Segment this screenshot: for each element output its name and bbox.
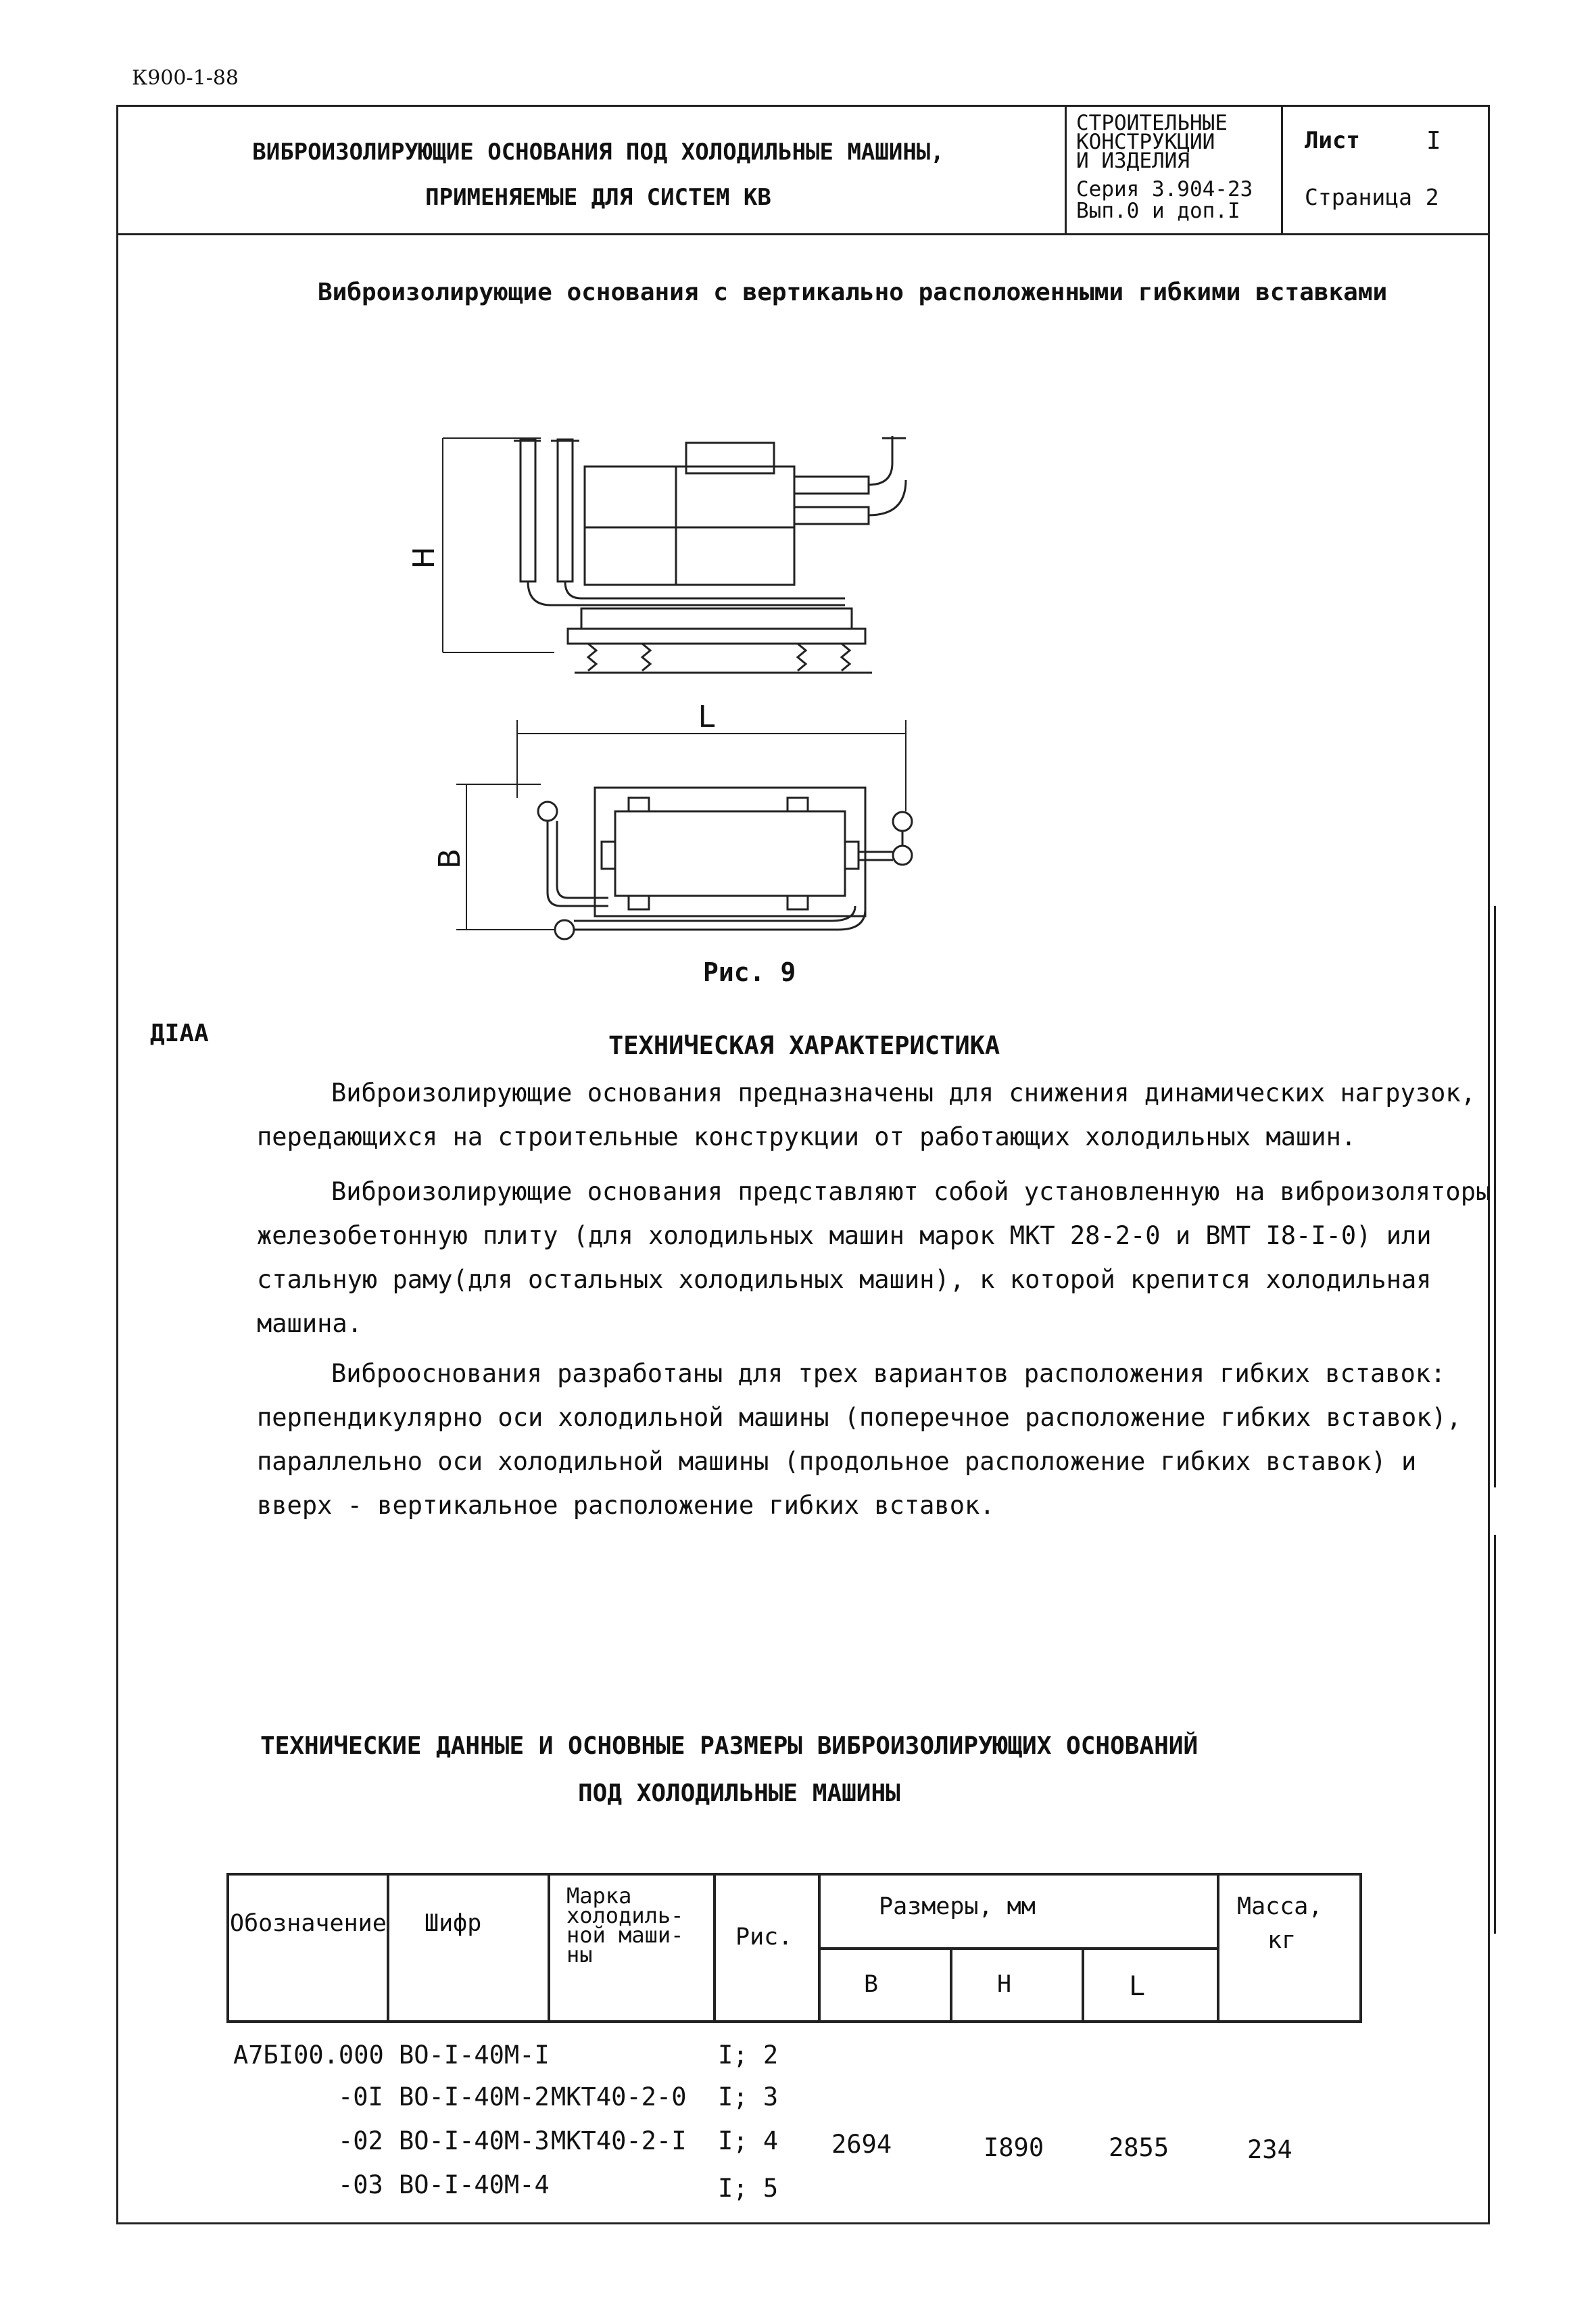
row-4-code: ВО-I-40М-4 — [399, 2170, 550, 2199]
section-line-3: И ИЗДЕЛИЯ — [1076, 149, 1190, 173]
figure-subtitle: Виброизолирующие основания с вертикально расположенными гибкими вставками — [318, 279, 1388, 306]
row-2-mark: МКТ40-2-0 — [551, 2082, 687, 2111]
tech-line-2: передающихся на строительные конструкции от работающих холодильных машин. — [257, 1122, 1357, 1151]
tech-line-6: машина. — [257, 1309, 362, 1338]
tech-line-8: перпендикулярно оси холодильной машины (поперечное расположение гибких вставок), — [257, 1403, 1462, 1432]
issue-number: Вып.0 и доп.I — [1076, 199, 1240, 223]
figure-caption-text: Рис. 9 — [703, 957, 796, 987]
row-3-mark: МКТ40-2-I — [551, 2126, 687, 2155]
header-dimensions: Размеры, мм — [879, 1893, 1036, 1920]
header-mark-4: ны — [566, 1942, 593, 1967]
row-3-code: ВО-I-40М-3 — [399, 2126, 550, 2155]
header-mass-1: Масса, — [1237, 1893, 1323, 1920]
document-title-line-2: ПРИМЕНЯЕМЫЕ ДЛЯ СИСТЕМ КВ — [425, 184, 771, 211]
tech-line-3: Виброизолирующие основания представляют собой установленную на виброизоляторы — [331, 1177, 1491, 1206]
row-1-designation: А7БI00.000 — [233, 2040, 384, 2070]
header-code: Шифр — [425, 1910, 482, 1937]
header-designation: Обозначение — [230, 1910, 387, 1937]
section-line-2: КОНСТРУКЦИИ — [1076, 130, 1215, 154]
sheet-value: I — [1426, 127, 1441, 155]
dimension-l-label: L — [698, 700, 715, 734]
document-code: К900-1-88 — [132, 66, 239, 90]
table-title-line-1: ТЕХНИЧЕСКИЕ ДАННЫЕ И ОСНОВНЫЕ РАЗМЕРЫ ВИБРОИЗОЛИРУЮЩИХ ОСНОВАНИЙ — [260, 1732, 1199, 1760]
tech-line-10: вверх - вертикальное расположение гибких вставок. — [257, 1491, 995, 1520]
title-block-vdivider-2 — [1281, 105, 1283, 235]
header-mark-2: холодиль- — [566, 1903, 684, 1928]
header-mark-1: Марка — [566, 1883, 632, 1909]
header-b: B — [864, 1971, 879, 1998]
series-number: Серия 3.904-23 — [1076, 177, 1253, 201]
title-block-vdivider-1 — [1065, 105, 1067, 235]
row-1-fig: I; 2 — [718, 2040, 779, 2070]
sheet-label: Лист — [1305, 127, 1360, 154]
tech-heading: ТЕХНИЧЕСКАЯ ХАРАКТЕРИСТИКА — [608, 1031, 1000, 1060]
row-2-code: ВО-I-40М-2 — [399, 2082, 550, 2111]
section-line-1: СТРОИТЕЛЬНЫЕ — [1076, 111, 1228, 135]
row-2-designation: -0I — [338, 2082, 383, 2111]
header-mass-2: кг — [1267, 1927, 1297, 1954]
tech-line-7: Виброоснования разработаны для трех вариантов расположения гибких вставок: — [331, 1359, 1446, 1388]
row-1-code: ВО-I-40М-I — [399, 2040, 550, 2070]
header-fig: Рис. — [735, 1924, 793, 1951]
value-mass: 234 — [1247, 2135, 1292, 2164]
margin-mark: ДIАА — [150, 1020, 209, 1047]
plan-view — [433, 700, 912, 939]
row-3-fig: I; 4 — [718, 2126, 779, 2155]
title-block-divider — [116, 233, 1490, 235]
tech-line-5: стальную раму(для остальных холодильных машин), к которой крепится холодильная — [257, 1265, 1432, 1294]
row-4-fig: I; 5 — [718, 2174, 779, 2203]
value-l: 2855 — [1109, 2133, 1169, 2162]
scan-edge-mark-2 — [1494, 1535, 1496, 1934]
tech-line-9: параллельно оси холодильной машины (продольное расположение гибких вставок) и — [257, 1447, 1417, 1476]
value-h: I890 — [984, 2133, 1044, 2162]
side-view — [407, 436, 906, 673]
row-3-designation: -02 — [338, 2126, 383, 2155]
row-2-fig: I; 3 — [718, 2082, 779, 2111]
tech-line-1: Виброизолирующие основания предназначены для снижения динамических нагрузок, — [331, 1078, 1476, 1107]
table-title-line-2: ПОД ХОЛОДИЛЬНЫЕ МАШИНЫ — [578, 1780, 900, 1807]
figure-9-drawing — [406, 406, 1000, 960]
row-4-designation: -03 — [338, 2170, 383, 2199]
header-l: L — [1129, 1971, 1146, 2002]
header-h: H — [997, 1971, 1012, 1998]
dimension-b-label: B — [433, 848, 467, 869]
value-b: 2694 — [831, 2130, 892, 2159]
page-label: Страница 2 — [1305, 184, 1439, 210]
dimension-h-label: H — [407, 546, 441, 569]
document-title-line-1: ВИБРОИЗОЛИРУЮЩИЕ ОСНОВАНИЯ ПОД ХОЛОДИЛЬНЫЕ МАШИНЫ, — [252, 139, 944, 166]
scan-edge-mark-1 — [1494, 906, 1496, 1487]
tech-line-4: железобетонную плиту (для холодильных машин марок МКТ 28-2-0 и ВМТ I8-I-0) или — [257, 1221, 1432, 1250]
header-mark-3: ной маши- — [566, 1922, 684, 1948]
